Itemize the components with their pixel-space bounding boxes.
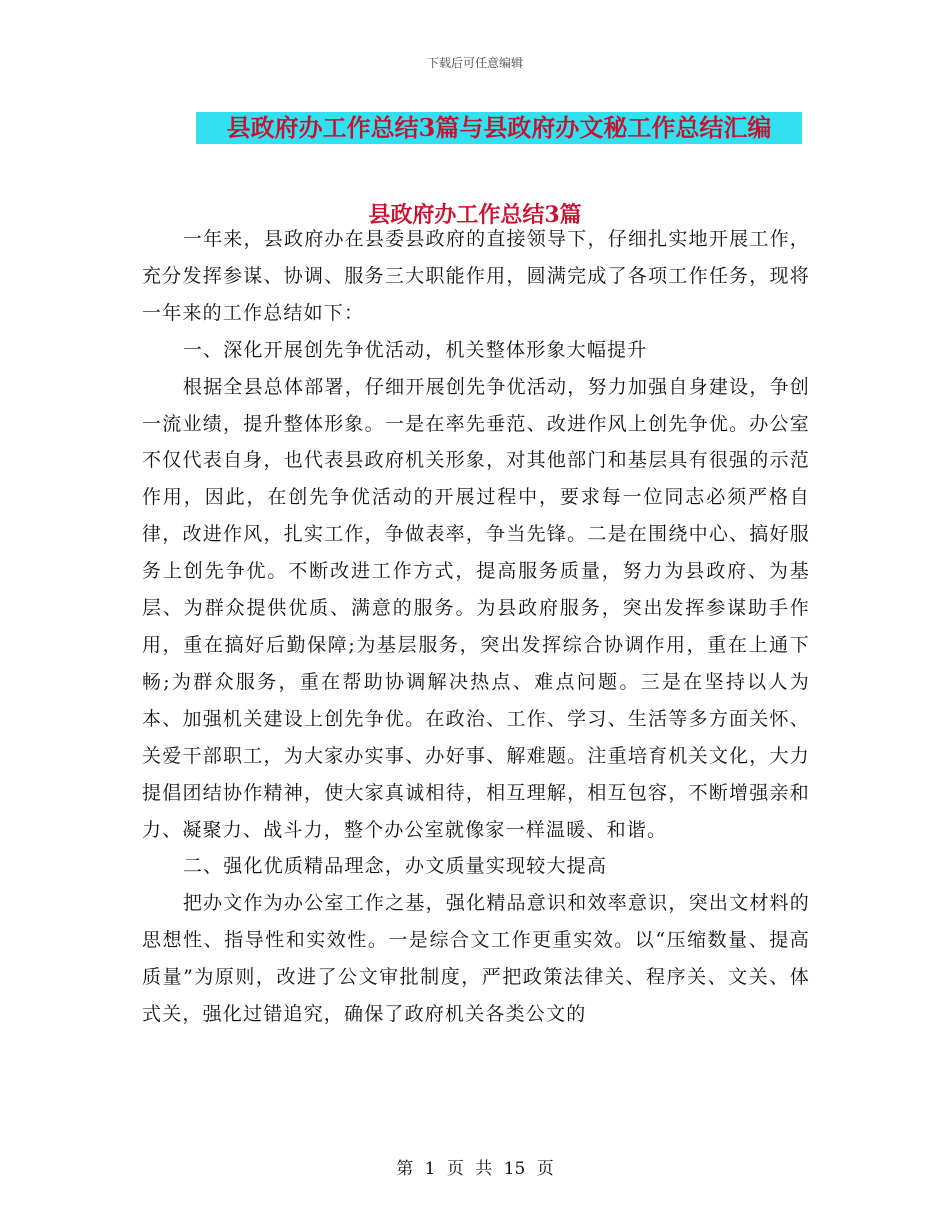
paragraph-heading-1: 一、深化开展创先争优活动，机关整体形象大幅提升 xyxy=(182,338,648,361)
main-title-highlight xyxy=(196,112,802,144)
paragraph-body-1: 根据全县总体部署，仔细开展创先争优活动，努力加强自身建设，争创一流业绩，提升整体形象。一是在率先垂范、改进作风上创先争优。办公室不仅代表自身，也代表县政府机关形象，对其他部门和基层具有很强的示范作用，因此，在创先争优活动的开展过程中，要求每一位同志必须严格自律，改进作风，扎实工作，争做表率，争当先锋。二是在围绕中心、搞好服务上创先争优。不断改进工作方式，提高服务质量，努力为县政府、为基层、为群众提供优质、满意的服务。为县政府服务，突出发挥参谋助手作用，重在搞好后勤保障;为基层服务，突出发挥综合协调作用，重在上通下畅;为群众服务，重在帮助协调解决热点、难点问题。三是在坚持以人为本、加强机关建设上创先争优。在政治、工作、学习、生活等多方面关怀、关爱干部职工，为大家办实事、办好事、解难题。注重培育机关文化，大力提倡团结协作精神，使大家真诚相待，相互理解，相互包容，不断增强亲和力、凝聚力、战斗力，整个办公室就像家一样温暖、和谐。 xyxy=(142,375,810,841)
main-title: 县政府办工作总结3篇与县政府办文秘工作总结汇编 xyxy=(226,113,772,142)
paragraph-body-2: 把办文作为办公室工作之基，强化精品意识和效率意识，突出文材料的思想性、指导性和实效性。一是综合文工作更重实效。以“压缩数量、提高质量”为原则，改进了公文审批制度，严把政策法律关、程序关、文关、体式关，强化过错追究，确保了政府机关各类公文的 xyxy=(142,892,810,1026)
document-body xyxy=(142,221,810,1033)
header-note: 下载后可任意编辑 xyxy=(426,56,523,70)
page-footer: 第 1 页 共 15 页 xyxy=(396,1159,554,1179)
paragraph-heading-2: 二、强化优质精品理念，办文质量实现较大提高 xyxy=(182,855,608,878)
section-title: 县政府办工作总结3篇 xyxy=(368,202,582,228)
paragraph-intro: 一年来，县政府办在县委县政府的直接领导下，仔细扎实地开展工作，充分发挥参谋、协调、服务三大职能作用，圆满完成了各项工作任务，现将一年来的工作总结如下： xyxy=(142,228,810,324)
